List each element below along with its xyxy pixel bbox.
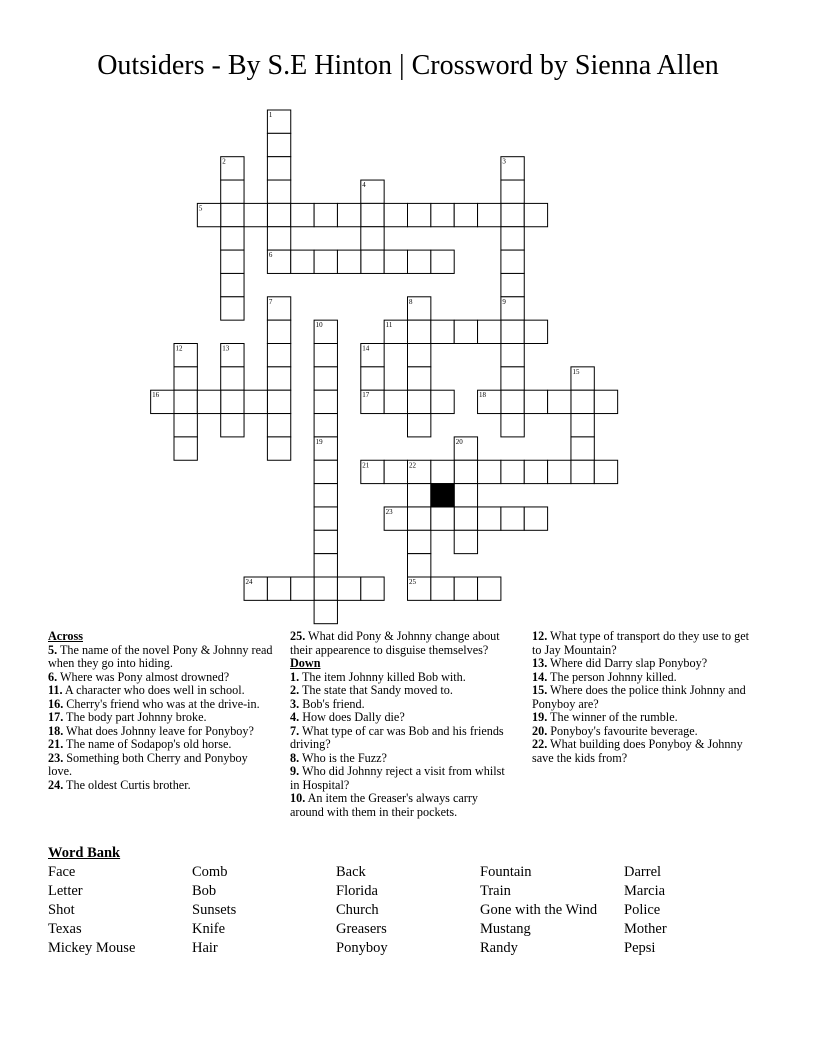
clue-number-label: 15 [572, 367, 580, 376]
grid-cell[interactable] [221, 227, 244, 250]
grid-cell[interactable] [174, 367, 197, 390]
down-clue [290, 671, 512, 685]
grid-cell[interactable] [384, 250, 407, 273]
clues-column-2 [290, 630, 512, 819]
grid-cell[interactable] [408, 484, 431, 507]
clue-text: The item Johnny killed Bob with. [299, 669, 466, 684]
clue-number-label: 17 [362, 391, 370, 400]
grid-cell[interactable] [314, 250, 337, 273]
grid-cell[interactable] [571, 460, 594, 483]
clue-text: The winner of the rumble. [547, 710, 678, 724]
grid-cell[interactable] [408, 414, 431, 437]
grid-cell[interactable] [221, 297, 244, 320]
clue-number-label: 20 [455, 437, 463, 446]
clue-number-label: 6 [268, 251, 273, 260]
word-bank-item: Bob [192, 883, 217, 899]
grid-cell[interactable] [267, 227, 290, 250]
grid-cell[interactable] [361, 203, 384, 226]
grid-cell[interactable] [291, 250, 314, 273]
grid-cell[interactable] [267, 344, 290, 367]
clue-number: 21. [48, 737, 64, 751]
clue-number-label: 5 [198, 204, 203, 213]
across-clue [48, 738, 274, 752]
grid-cell[interactable] [291, 577, 314, 600]
word-bank-item: Shot [48, 902, 75, 918]
down-clue [532, 630, 760, 657]
grid-cell[interactable] [221, 273, 244, 296]
clue-text: The name of the novel Pony & Johnny read when they go into hiding. [48, 642, 273, 670]
grid-cell[interactable] [408, 367, 431, 390]
across-clue [48, 671, 274, 685]
clue-text: What type of car was Bob and his friends driving? [290, 723, 504, 751]
clues-column-3 [532, 630, 760, 765]
word-bank-item: Mother [624, 921, 667, 937]
grid-cell[interactable] [594, 460, 617, 483]
clue-text: Where was Pony almost drowned? [57, 669, 230, 684]
grid-cell[interactable] [501, 250, 524, 273]
grid-block [431, 484, 454, 507]
clue-heading: Down [290, 656, 321, 670]
clue-number: 22. [532, 737, 548, 751]
clue-number-label: 1 [268, 111, 273, 119]
grid-cell[interactable] [501, 460, 524, 483]
clue-number-label: 9 [502, 297, 506, 306]
grid-cell[interactable] [314, 390, 337, 413]
grid-cell[interactable] [501, 414, 524, 437]
clue-number: 9. [290, 764, 300, 778]
clue-number-label: 21 [362, 461, 370, 470]
clue-number: 10. [290, 791, 306, 805]
across-clue [290, 630, 512, 657]
clue-number: 18. [48, 723, 64, 738]
clue-number: 23. [48, 750, 64, 765]
clue-number: 7. [290, 723, 300, 738]
grid-cell[interactable] [408, 507, 431, 530]
grid-cell[interactable] [571, 414, 594, 437]
clue-number: 24. [48, 777, 64, 792]
clue-text: Where does the police think Johnny and Ponyboy are? [532, 683, 746, 711]
grid-cell[interactable] [314, 600, 337, 623]
across-clue [48, 684, 274, 698]
clue-text: Who did Johnny reject a visit from whilst in Hospital? [290, 764, 505, 792]
grid-cell[interactable] [571, 390, 594, 413]
grid-cell[interactable] [337, 203, 360, 226]
clue-number-label: 14 [362, 344, 370, 353]
grid-cell[interactable] [524, 320, 547, 343]
down-clue [290, 698, 512, 712]
down-clue [532, 711, 760, 725]
across-clue [48, 779, 274, 793]
grid-cell[interactable] [244, 203, 267, 226]
clue-number: 12. [532, 629, 548, 643]
word-bank-item: Florida [336, 883, 378, 899]
across-clue [48, 644, 274, 671]
clues-column-1 [48, 630, 274, 792]
clue-number: 20. [532, 723, 548, 738]
word-bank-item: Mustang [480, 921, 531, 937]
clue-number-label: 23 [385, 507, 393, 516]
down-clue [290, 725, 512, 752]
grid-cell[interactable] [314, 367, 337, 390]
grid-cell[interactable] [454, 460, 477, 483]
grid-cell[interactable] [314, 554, 337, 577]
grid-cell[interactable] [221, 250, 244, 273]
grid-cell[interactable] [291, 203, 314, 226]
clue-text: The body part Johnny broke. [63, 710, 207, 724]
grid-cell[interactable] [314, 484, 337, 507]
down-clue [532, 725, 760, 739]
clue-text: What building does Ponyboy & Johnny save the kids from? [532, 737, 743, 765]
down-clue [532, 738, 760, 765]
clue-number: 8. [290, 750, 300, 765]
clue-text: An item the Greaser's always carry around with them in their pockets. [290, 791, 478, 819]
word-bank-item: Pepsi [624, 940, 656, 956]
grid-cell[interactable] [454, 484, 477, 507]
clue-number: 5. [48, 642, 58, 657]
word-bank-item: Greasers [336, 921, 387, 937]
clue-number-label: 25 [409, 578, 416, 586]
grid-cell[interactable] [478, 203, 501, 226]
word-bank-item: Ponyboy [336, 940, 388, 956]
grid-cell[interactable] [267, 390, 290, 413]
grid-cell[interactable] [174, 390, 197, 413]
page-title: Outsiders - By S.E Hinton | Crossword by Sienna Allen [97, 50, 719, 81]
clue-text: Something both Cherry and Ponyboy love. [48, 750, 248, 778]
grid-cell[interactable] [221, 180, 244, 203]
down-clue [532, 671, 760, 685]
word-bank-item: Gone with the Wind [480, 902, 598, 918]
across-clue [48, 698, 274, 712]
word-bank-item: Knife [192, 921, 226, 937]
grid-cell[interactable] [501, 344, 524, 367]
down-clue [290, 684, 512, 698]
grid-cell[interactable] [174, 414, 197, 437]
word-bank-item: Comb [192, 864, 228, 880]
grid-cell[interactable] [501, 367, 524, 390]
clue-text: The person Johnny killed. [547, 669, 677, 684]
grid-cell[interactable] [314, 507, 337, 530]
grid-cell[interactable] [454, 507, 477, 530]
clue-number-label: 11 [385, 321, 393, 330]
grid-cell[interactable] [524, 460, 547, 483]
grid-cell[interactable] [384, 390, 407, 413]
grid-cell[interactable] [478, 507, 501, 530]
grid-cell[interactable] [431, 577, 454, 600]
word-bank-item: Train [480, 883, 511, 899]
word-bank-item: Marcia [624, 883, 666, 899]
grid-cell[interactable] [267, 320, 290, 343]
grid-cell[interactable] [314, 460, 337, 483]
word-bank-item: Police [624, 902, 661, 918]
clue-number: 14. [532, 669, 548, 684]
grid-cell[interactable] [478, 577, 501, 600]
grid-cell[interactable] [431, 390, 454, 413]
clue-text: Cherry's friend who was at the drive-in. [63, 696, 260, 711]
grid-cell[interactable] [267, 414, 290, 437]
clue-number: 6. [48, 669, 58, 684]
clue-number: 11. [48, 683, 63, 697]
grid-cell[interactable] [314, 414, 337, 437]
clue-number-label: 16 [152, 391, 160, 400]
down-clue [290, 792, 512, 819]
grid-cell[interactable] [314, 577, 337, 600]
grid-cell[interactable] [267, 133, 290, 156]
grid-cell[interactable] [221, 203, 244, 226]
clue-number: 16. [48, 696, 64, 711]
grid-cell[interactable] [594, 390, 617, 413]
down-clue [532, 684, 760, 711]
grid-cell[interactable] [501, 227, 524, 250]
grid-cell[interactable] [174, 437, 197, 460]
grid-cell[interactable] [384, 203, 407, 226]
word-bank-item: Sunsets [192, 902, 237, 918]
word-bank-item: Church [336, 902, 379, 918]
grid-cell[interactable] [361, 367, 384, 390]
word-bank-item: Face [48, 864, 76, 880]
clue-text: What does Johnny leave for Ponyboy? [63, 723, 254, 738]
clue-text: The name of Sodapop's old horse. [63, 737, 232, 751]
grid-cell[interactable] [221, 390, 244, 413]
clue-text: Who is the Fuzz? [299, 750, 387, 765]
clue-number: 1. [290, 669, 300, 684]
grid-cell[interactable] [501, 390, 524, 413]
grid-cell[interactable] [408, 530, 431, 553]
across-clue [48, 725, 274, 739]
grid-cell[interactable] [361, 250, 384, 273]
grid-cell[interactable] [454, 530, 477, 553]
word-bank-item: Back [336, 864, 366, 880]
grid-cell[interactable] [408, 203, 431, 226]
grid-cell[interactable] [337, 250, 360, 273]
grid-cell[interactable] [314, 344, 337, 367]
word-bank-item: Letter [48, 883, 83, 899]
grid-cell[interactable] [431, 320, 454, 343]
grid-cell[interactable] [524, 507, 547, 530]
clue-number-label: 22 [409, 461, 416, 470]
grid-cell[interactable] [501, 320, 524, 343]
clue-number-label: 13 [222, 344, 230, 353]
clue-number: 19. [532, 710, 548, 724]
clue-number-label: 24 [245, 578, 253, 586]
grid-cell[interactable] [361, 227, 384, 250]
down-clue [290, 752, 512, 766]
clue-number: 13. [532, 656, 548, 670]
grid-cell[interactable] [314, 530, 337, 553]
clue-text: The oldest Curtis brother. [63, 777, 191, 792]
grid-cell[interactable] [548, 390, 571, 413]
clue-text: Ponyboy's favourite beverage. [547, 723, 698, 738]
grid-cell[interactable] [361, 577, 384, 600]
grid-cell[interactable] [454, 203, 477, 226]
grid-cell[interactable] [501, 507, 524, 530]
grid-cell[interactable] [524, 203, 547, 226]
across-clue [48, 711, 274, 725]
grid-cell[interactable] [267, 577, 290, 600]
word-bank-title: Word Bank [48, 845, 121, 861]
clue-number-label: 12 [175, 344, 183, 353]
grid-cell[interactable] [478, 460, 501, 483]
grid-cell[interactable] [501, 203, 524, 226]
clue-number: 17. [48, 710, 64, 724]
grid-cell[interactable] [267, 157, 290, 180]
down-clue [290, 711, 512, 725]
grid-cell[interactable] [244, 390, 267, 413]
word-bank-item: Fountain [480, 864, 532, 880]
grid-cell[interactable] [221, 414, 244, 437]
word-bank-item: Texas [48, 921, 82, 937]
clue-number: 25. [290, 629, 306, 643]
clue-number: 3. [290, 696, 300, 711]
grid-cell[interactable] [431, 250, 454, 273]
grid-cell[interactable] [454, 320, 477, 343]
word-bank-item: Randy [480, 940, 518, 956]
grid-cell[interactable] [197, 390, 220, 413]
grid-cell[interactable] [431, 507, 454, 530]
down-clue [532, 657, 760, 671]
clue-text: The state that Sandy moved to. [299, 683, 453, 697]
grid-cell[interactable] [524, 390, 547, 413]
clue-number-label: 19 [315, 437, 323, 446]
word-bank-item: Mickey Mouse [48, 940, 136, 956]
clue-number-label: 4 [362, 181, 366, 190]
grid-cell[interactable] [221, 367, 244, 390]
grid-cell[interactable] [408, 250, 431, 273]
clue-text: What did Pony & Johnny change about their appearence to disguise themselves? [290, 629, 500, 657]
clue-text: What type of transport do they use to get to Jay Mountain? [532, 629, 750, 657]
clue-number: 4. [290, 710, 300, 724]
clue-number-label: 3 [502, 157, 506, 166]
grid-cell[interactable] [337, 577, 360, 600]
grid-cell[interactable] [571, 437, 594, 460]
grid-cell[interactable] [267, 203, 290, 226]
clue-heading: Across [48, 629, 83, 643]
grid-cell[interactable] [267, 180, 290, 203]
grid-cell[interactable] [501, 180, 524, 203]
grid-cell[interactable] [267, 437, 290, 460]
down-clue [290, 765, 512, 792]
grid-cell[interactable] [408, 390, 431, 413]
across-clue [48, 752, 274, 779]
word-bank-item: Hair [192, 940, 218, 956]
grid-cell[interactable] [314, 203, 337, 226]
clue-number-label: 10 [315, 321, 323, 330]
clue-number-label: 8 [409, 297, 413, 306]
grid-cell[interactable] [408, 344, 431, 367]
grid-cell[interactable] [431, 460, 454, 483]
grid-cell[interactable] [501, 273, 524, 296]
grid-cell[interactable] [408, 320, 431, 343]
clue-number-label: 18 [479, 391, 487, 400]
clue-text: Bob's friend. [299, 696, 365, 711]
clue-text: How does Dally die? [299, 710, 405, 724]
grid-cell[interactable] [408, 554, 431, 577]
clue-text: A character who does well in school. [62, 683, 245, 697]
grid-cell[interactable] [384, 460, 407, 483]
clue-text: Where did Darry slap Ponyboy? [547, 656, 708, 670]
grid-cell[interactable] [548, 460, 571, 483]
grid-cell[interactable] [478, 320, 501, 343]
grid-cell[interactable] [267, 367, 290, 390]
clue-number: 2. [290, 683, 300, 697]
clue-number: 15. [532, 683, 548, 697]
word-bank-item: Darrel [624, 864, 662, 880]
clue-number-label: 2 [222, 157, 226, 166]
grid-cell[interactable] [431, 203, 454, 226]
grid-cell[interactable] [454, 577, 477, 600]
clue-number-label: 7 [268, 297, 273, 306]
